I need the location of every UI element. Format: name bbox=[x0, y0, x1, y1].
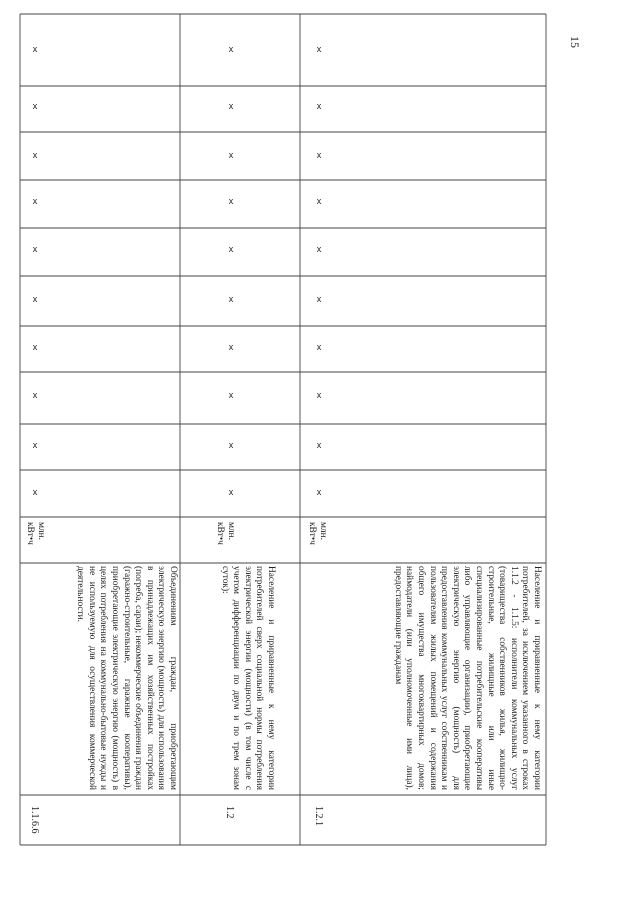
x-mark: х bbox=[316, 487, 322, 497]
x-mark: х bbox=[228, 44, 234, 54]
x-mark: х bbox=[316, 244, 322, 254]
row-description: Население и приравненные к нему категории потребителей, за исключением указанного в строках 1.1.2 - 1.1.5: исполнители коммунальных услуг (товарищества собственников жилья, жилищно-строительные, жилищные или иные специализированные потребительские кооперативы либо управляющие организации), приобретающие электрическую энергию (мощность) для предоставления коммунальных услуг собственникам и пользователям жилых помещений и содержания общего имущества многоквартирных домов; наймодатели (или уполномоченные ими лица), предоставляющие гражданам bbox=[392, 566, 542, 790]
x-mark: х bbox=[32, 196, 38, 206]
x-mark: х bbox=[228, 440, 234, 450]
x-mark: х bbox=[316, 390, 322, 400]
row-code: 1.2.1 bbox=[313, 806, 324, 826]
x-mark: х bbox=[228, 294, 234, 304]
row-unit: млн. кВт•ч bbox=[215, 522, 236, 545]
x-mark: х bbox=[32, 244, 38, 254]
x-mark: х bbox=[316, 342, 322, 352]
row-code: 1.2 bbox=[224, 806, 235, 819]
x-mark: х bbox=[32, 390, 38, 400]
x-mark: х bbox=[316, 150, 322, 160]
x-mark: х bbox=[228, 390, 234, 400]
x-mark: х bbox=[32, 487, 38, 497]
x-mark: х bbox=[32, 294, 38, 304]
page-number: 15 bbox=[568, 36, 582, 48]
x-mark: х bbox=[228, 487, 234, 497]
x-mark: х bbox=[316, 196, 322, 206]
row-unit: млн. кВт•ч bbox=[25, 522, 46, 545]
row-description: Объединениям граждан, приобретающим электрическую энергию (мощность) для использования в принадлежащих им хозяйственных постройках (погреба, сараи); некоммерческие объединения граждан (гаражно-строительные, гаражные кооперативы), приобретающие электрическую энергию (мощность) в целях потребления на коммунально-бытовые нужды и не используемую для осуществления коммерческой деятельности. bbox=[75, 566, 178, 790]
row-description: Население и приравненные к нему категории потребителей сверх социальной нормы потребления электрической энергии (мощности) (в том числе с учетом дифференциации по двум и по трем зонам суток): bbox=[219, 566, 276, 790]
x-mark: х bbox=[32, 44, 38, 54]
row-unit: млн. кВт•ч bbox=[307, 522, 328, 545]
row-code: 1.1.6.6 bbox=[29, 806, 40, 834]
x-mark: х bbox=[316, 440, 322, 450]
x-mark: х bbox=[316, 101, 322, 111]
x-mark: х bbox=[32, 101, 38, 111]
x-mark: х bbox=[228, 101, 234, 111]
x-mark: х bbox=[228, 342, 234, 352]
x-mark: х bbox=[228, 196, 234, 206]
x-mark: х bbox=[228, 150, 234, 160]
x-mark: х bbox=[316, 44, 322, 54]
x-mark: х bbox=[32, 150, 38, 160]
x-mark: х bbox=[32, 342, 38, 352]
x-mark: х bbox=[32, 440, 38, 450]
x-mark: х bbox=[316, 294, 322, 304]
x-mark: х bbox=[228, 244, 234, 254]
